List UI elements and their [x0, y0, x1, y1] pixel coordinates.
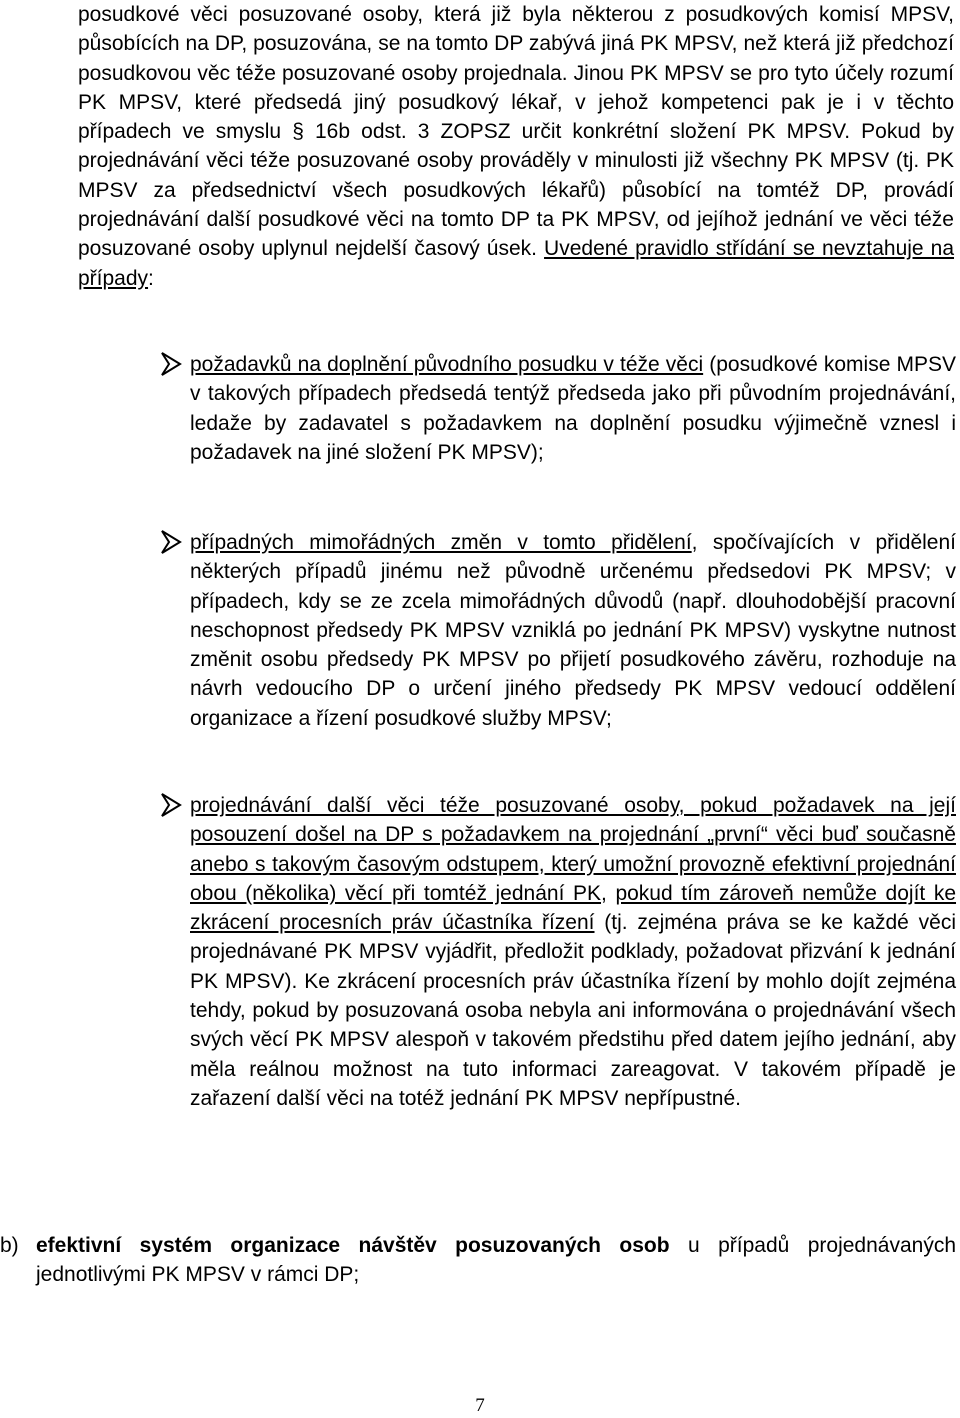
section-b-bold: efektivní systém organizace návštěv posuzovaných osob — [36, 1234, 670, 1257]
bullet-2-underlined: případných mimořádných změn v tomto přidělení — [190, 531, 692, 554]
arrowhead-bullet-icon — [160, 529, 182, 555]
bullet-item-2 — [150, 528, 956, 733]
intro-tail: : — [148, 266, 154, 290]
arrowhead-bullet-icon — [160, 351, 182, 377]
bullet-item-3 — [150, 791, 956, 1113]
bullet-3-text: (tj. zejména práva se ke každé věci projednávané PK MPSV vyjádřit, předložit podklady, požadovat přizvání k jednání PK MPSV). Ke zkrácení procesních práv účastníka řízení by mohlo dojít zejména tehdy, pokud by posuzovaná osoba nebyla ani informována o projednávání všech svých věcí PK MPSV alespoň v takovém předstihu před datem jejího jednání, aby měla reálnou možnost na tuto informaci zareagovat. V takovém případě je zařazení další věci na totéž jednání PK MPSV nepřípustné. — [190, 911, 956, 1110]
bullet-1-text: (posudkové komise MPSV v takových případech předsedá tentýž předseda jako při původním projednávání, ledaže by zadavatel s požadavkem na doplnění posudku výjimečně vznesl i požadavek na jiné složení PK MPSV); — [190, 353, 956, 464]
bullet-1-underlined: požadavků na doplnění původního posudku v téže věci — [190, 353, 704, 376]
section-b-text — [36, 1231, 956, 1290]
bullet-item-1 — [150, 350, 956, 467]
section-b-rest: u případů projednávaných jednotlivými PK MPSV v rámci DP; — [36, 1234, 956, 1287]
intro-text-part-1: posudkové věci posuzované osoby, která již byla některou z posudkových komisí MPSV, působících na DP, posuzována, se na tomto DP zabývá jiná PK MPSV, než která již předchozí posudkovou věc téže posuzované osoby projednala. Jinou PK MPSV se pro tyto účely rozumí PK MPSV, které předsedá jiný posudkový lékař, v jehož kompetenci pak je i v těchto případech ve smyslu — [78, 3, 954, 144]
bullet-3-middle: , — [601, 881, 616, 905]
intro-underlined-text: Uvedené pravidlo střídání se nevztahuje na případy — [78, 237, 955, 290]
intro-paragraph — [78, 0, 954, 293]
bullet-text-1 — [190, 350, 956, 467]
section-symbol: § — [292, 120, 304, 144]
bullet-3-underlined: projednávání další věci téže posuzované osoby, pokud požadavek na její posouzení došel na DP s požadavkem na projednání „první“ věci buď současně anebo s takovým časovým odstupem, který umožní provozně efektivní projednání obou (několika) věcí při tomtéž jednání PK — [190, 794, 956, 905]
bullet-3-underlined-2: pokud tím zároveň nemůže dojít ke zkrácení procesních práv účastníka řízení — [190, 881, 957, 935]
arrowhead-bullet-icon — [160, 792, 182, 818]
section-b-marker: b) — [0, 1234, 19, 1257]
bullet-text-3 — [190, 791, 956, 1113]
bullet-text-2 — [190, 528, 956, 733]
page-number: 7 — [475, 1395, 485, 1416]
intro-text-part-2: 16b odst. 3 ZOPSZ určit konkrétní složení PK MPSV. Pokud by projednávání věci téže posuzované osoby prováděly v minulosti již všechny PK MPSV (tj. PK MPSV za předsednictví všech posudkových lékařů) působící na tomtéž DP, provádí projednávání další posudkové věci na tomto DP ta PK MPSV, od jejíhož jednání ve věci téže posuzované osoby uplynul nejdelší časový úsek. — [78, 120, 954, 261]
section-b — [0, 1231, 956, 1290]
bullet-2-text: , spočívajících v přidělení některých případů jinému než původně určenému předsedovi PK MPSV; v případech, kdy se ze zcela mimořádných důvodů (např. dlouhodobější pracovní neschopnost předsedy PK MPSV vzniklá po jednání PK MPSV) vyskytne nutnost změnit osobu předsedy PK MPSV po přijetí posudkového závěru, rozhoduje na návrh vedoucího DP o určení jiného předsedy PK MPSV vedoucí oddělení organizace a řízení posudkové služby MPSV; — [190, 531, 956, 730]
